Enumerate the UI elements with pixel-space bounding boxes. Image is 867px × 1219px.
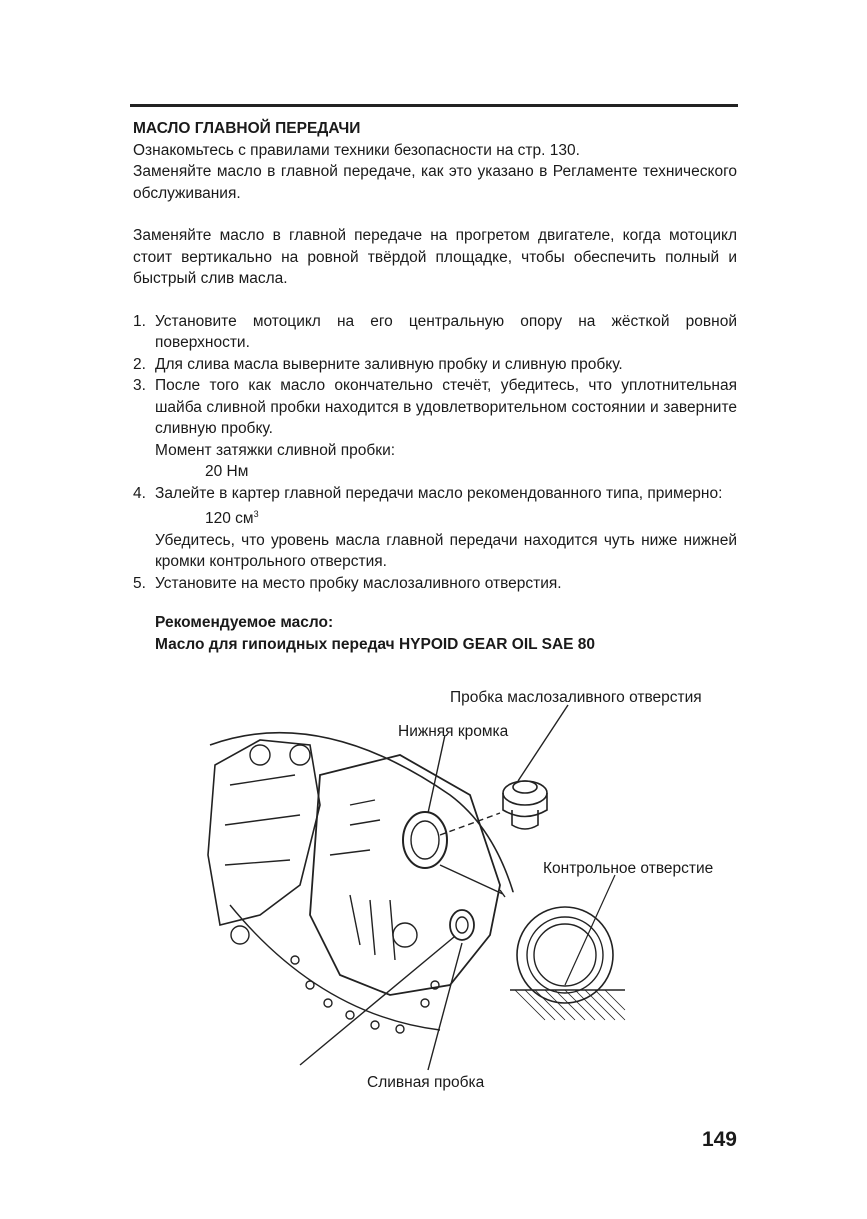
filler-cap-label: Пробка маслозаливного отверстия (450, 689, 702, 706)
intro-line-1: Ознакомьтесь с правилами техники безопасности на стр. 130. (133, 141, 580, 159)
recommended-oil (133, 612, 737, 655)
oil-volume: 120 $см^3$ (205, 509, 259, 528)
final-drive-illustration (200, 685, 740, 1105)
recommended-oil-value: Масло для гипоидных передач HYPOID GEAR OIL SAE 80 (155, 635, 596, 653)
step-5: 5. Установите на место пробку маслозаливного отверстия. (133, 574, 562, 592)
inspection-hole-label: Контрольное отверстие (543, 860, 714, 877)
step-1: 1. Установите мотоцикл на его центральную опору на жёсткой ровной поверхности. (133, 312, 737, 351)
step-3: 3. После того как масло окончательно стечёт, убедитесь, что уплотнительная шайба сливной пробки находится в удовлетворительном состоянии и заверните сливную пробку. Момент затяжки сливной пробки: 20 Нм (133, 375, 737, 483)
document-body (133, 118, 737, 655)
lower-edge-label: Нижняя кромка (398, 723, 509, 740)
torque-label: Момент затяжки сливной пробки: (155, 441, 396, 459)
drain-plug-label: Сливная пробка (367, 1074, 485, 1091)
intro-line-2: Заменяйте масло в главной передаче, как это указано в Регламенте технического обслуживания. (133, 163, 737, 202)
final-drive-drawing (200, 685, 740, 1105)
recommended-oil-label: Рекомендуемое масло: (155, 614, 334, 632)
page-number: 149 (701, 1128, 737, 1151)
top-rule (130, 104, 738, 107)
paragraph-warm-engine: Заменяйте масло в главной передаче на прогретом двигателе, когда мотоцикл стоит вертикально на ровной твёрдой площадке, чтобы обеспечить полный и быстрый слив масла. (133, 227, 737, 287)
steps-list (133, 311, 737, 595)
step-4: 4. Залейте в картер главной передачи масло рекомендованного типа, примерно: 120 $см^3$ Убедитесь, что уровень масла главной передачи находится чуть ниже нижней кромки контрольного отверстия. (133, 483, 737, 573)
oil-level-note: Убедитесь, что уровень масла главной передачи находится чуть ниже нижней кромки контрольного отверстия. (155, 531, 737, 571)
torque-value: 20 Нм (205, 463, 249, 480)
step-2: 2. Для слива масла выверните заливную пробку и сливную пробку. (133, 355, 623, 373)
section-heading: МАСЛО ГЛАВНОЙ ПЕРЕДАЧИ (133, 120, 361, 137)
